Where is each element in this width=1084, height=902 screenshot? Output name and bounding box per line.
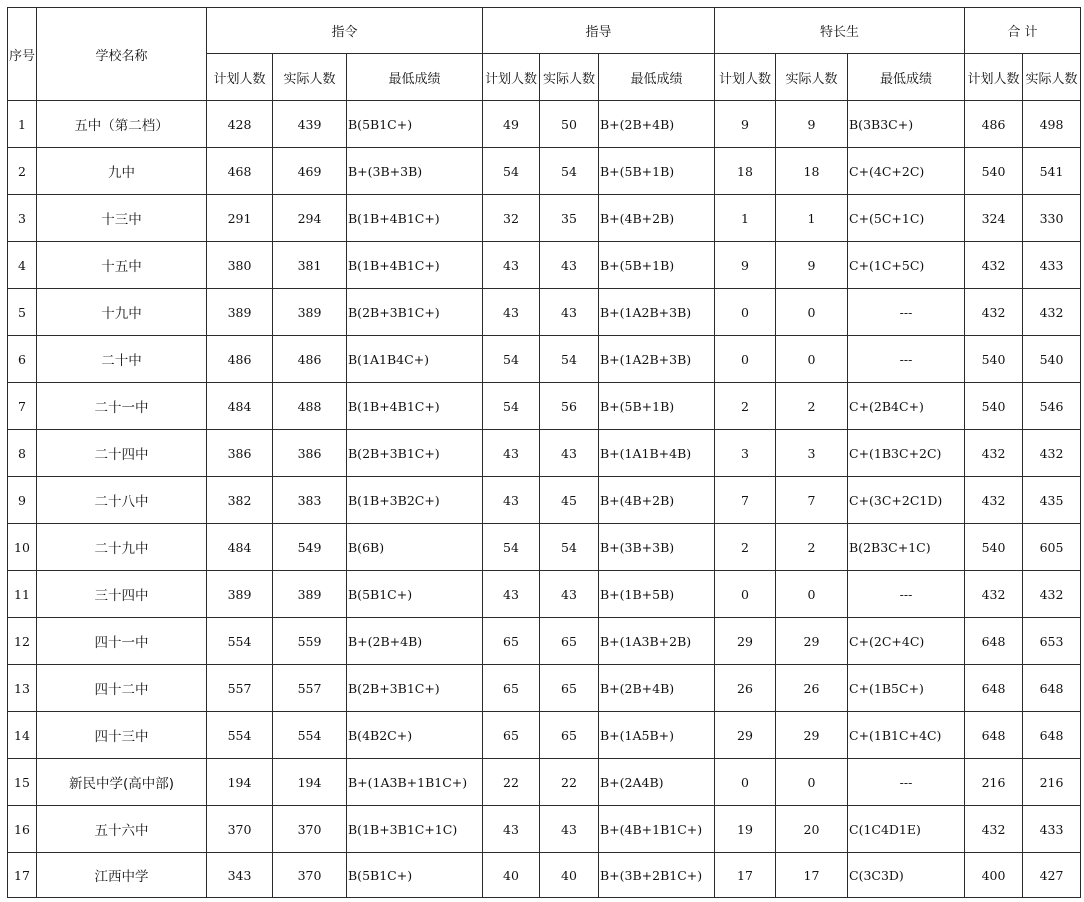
cell-guidance-plan: 32 (483, 195, 540, 242)
cell-guidance-actual: 43 (540, 430, 599, 477)
cell-directive-actual: 389 (273, 571, 347, 618)
cell-total-plan: 540 (965, 383, 1023, 430)
cell-total-actual: 648 (1023, 665, 1081, 712)
cell-specialty-actual: 9 (776, 101, 848, 148)
cell-directive-min-score: B(1B+4B1C+) (347, 383, 483, 430)
cell-guidance-actual: 54 (540, 148, 599, 195)
cell-total-actual: 432 (1023, 571, 1081, 618)
cell-total-actual: 541 (1023, 148, 1081, 195)
cell-specialty-plan: 29 (715, 618, 776, 665)
header-specialty-actual: 实际人数 (776, 54, 848, 101)
table-row (8, 853, 1081, 898)
table-row (8, 430, 1081, 477)
cell-total-plan: 540 (965, 336, 1023, 383)
cell-school-name: 江西中学 (37, 853, 207, 898)
cell-specialty-actual: 17 (776, 853, 848, 898)
cell-school-name: 二十八中 (37, 477, 207, 524)
cell-specialty-actual: 9 (776, 242, 848, 289)
cell-directive-plan: 468 (207, 148, 273, 195)
cell-specialty-min-score: --- (848, 759, 965, 806)
cell-specialty-min-score: C+(3C+2C1D) (848, 477, 965, 524)
cell-directive-plan: 554 (207, 712, 273, 759)
admission-table (7, 7, 1081, 898)
cell-directive-actual: 370 (273, 806, 347, 853)
cell-specialty-actual: 2 (776, 383, 848, 430)
cell-school-name: 三十四中 (37, 571, 207, 618)
cell-specialty-min-score: C+(1B5C+) (848, 665, 965, 712)
cell-guidance-plan: 43 (483, 806, 540, 853)
table-row (8, 195, 1081, 242)
cell-index: 6 (8, 336, 37, 383)
cell-directive-actual: 557 (273, 665, 347, 712)
cell-specialty-actual: 1 (776, 195, 848, 242)
table-row (8, 665, 1081, 712)
cell-guidance-plan: 65 (483, 665, 540, 712)
cell-school-name: 十五中 (37, 242, 207, 289)
cell-total-actual: 648 (1023, 712, 1081, 759)
cell-guidance-actual: 65 (540, 665, 599, 712)
table-row (8, 759, 1081, 806)
cell-guidance-min-score: B+(5B+1B) (599, 242, 715, 289)
cell-specialty-plan: 1 (715, 195, 776, 242)
cell-guidance-actual: 35 (540, 195, 599, 242)
cell-index: 16 (8, 806, 37, 853)
cell-index: 9 (8, 477, 37, 524)
cell-directive-actual: 486 (273, 336, 347, 383)
cell-specialty-actual: 7 (776, 477, 848, 524)
cell-total-plan: 648 (965, 712, 1023, 759)
cell-specialty-actual: 29 (776, 712, 848, 759)
table-row (8, 712, 1081, 759)
cell-specialty-min-score: C+(1C+5C) (848, 242, 965, 289)
cell-directive-min-score: B(5B1C+) (347, 853, 483, 898)
cell-specialty-actual: 0 (776, 289, 848, 336)
header-index: 序号 (8, 8, 37, 101)
cell-index: 8 (8, 430, 37, 477)
cell-index: 11 (8, 571, 37, 618)
cell-directive-plan: 484 (207, 383, 273, 430)
cell-specialty-plan: 3 (715, 430, 776, 477)
cell-total-plan: 432 (965, 571, 1023, 618)
cell-total-plan: 648 (965, 618, 1023, 665)
cell-guidance-actual: 43 (540, 806, 599, 853)
table-row (8, 336, 1081, 383)
cell-guidance-plan: 54 (483, 148, 540, 195)
cell-school-name: 五中（第二档） (37, 101, 207, 148)
cell-total-plan: 648 (965, 665, 1023, 712)
cell-guidance-actual: 22 (540, 759, 599, 806)
cell-specialty-actual: 3 (776, 430, 848, 477)
cell-directive-plan: 386 (207, 430, 273, 477)
cell-school-name: 新民中学(高中部) (37, 759, 207, 806)
cell-guidance-min-score: B+(1A5B+) (599, 712, 715, 759)
cell-specialty-min-score: --- (848, 571, 965, 618)
cell-directive-min-score: B(4B2C+) (347, 712, 483, 759)
cell-specialty-plan: 29 (715, 712, 776, 759)
cell-specialty-actual: 20 (776, 806, 848, 853)
cell-specialty-min-score: C+(1B3C+2C) (848, 430, 965, 477)
cell-directive-min-score: B(5B1C+) (347, 571, 483, 618)
cell-total-plan: 432 (965, 477, 1023, 524)
cell-directive-min-score: B(1B+4B1C+) (347, 242, 483, 289)
cell-directive-actual: 194 (273, 759, 347, 806)
cell-guidance-plan: 49 (483, 101, 540, 148)
cell-guidance-plan: 54 (483, 524, 540, 571)
cell-guidance-min-score: B+(2B+4B) (599, 101, 715, 148)
cell-specialty-actual: 26 (776, 665, 848, 712)
cell-guidance-plan: 54 (483, 383, 540, 430)
cell-index: 17 (8, 853, 37, 898)
cell-guidance-min-score: B+(2B+4B) (599, 665, 715, 712)
cell-guidance-plan: 40 (483, 853, 540, 898)
cell-guidance-actual: 45 (540, 477, 599, 524)
cell-specialty-min-score: --- (848, 336, 965, 383)
cell-total-plan: 540 (965, 148, 1023, 195)
cell-specialty-min-score: --- (848, 289, 965, 336)
cell-specialty-plan: 9 (715, 101, 776, 148)
cell-guidance-min-score: B+(4B+2B) (599, 477, 715, 524)
cell-guidance-plan: 43 (483, 430, 540, 477)
cell-guidance-actual: 43 (540, 289, 599, 336)
cell-specialty-plan: 9 (715, 242, 776, 289)
cell-specialty-plan: 26 (715, 665, 776, 712)
cell-directive-plan: 428 (207, 101, 273, 148)
cell-school-name: 四十一中 (37, 618, 207, 665)
cell-total-plan: 432 (965, 806, 1023, 853)
cell-directive-min-score: B(2B+3B1C+) (347, 289, 483, 336)
cell-school-name: 二十九中 (37, 524, 207, 571)
cell-directive-actual: 554 (273, 712, 347, 759)
table-row (8, 242, 1081, 289)
header-row-groups (8, 8, 1081, 54)
cell-guidance-actual: 50 (540, 101, 599, 148)
table-row (8, 383, 1081, 430)
cell-total-actual: 433 (1023, 242, 1081, 289)
cell-guidance-min-score: B+(2A4B) (599, 759, 715, 806)
cell-directive-plan: 484 (207, 524, 273, 571)
cell-specialty-min-score: C(3C3D) (848, 853, 965, 898)
cell-guidance-actual: 56 (540, 383, 599, 430)
cell-specialty-plan: 0 (715, 289, 776, 336)
cell-total-actual: 653 (1023, 618, 1081, 665)
cell-total-plan: 540 (965, 524, 1023, 571)
table-row (8, 148, 1081, 195)
cell-directive-plan: 382 (207, 477, 273, 524)
cell-specialty-min-score: C+(2C+4C) (848, 618, 965, 665)
cell-guidance-plan: 43 (483, 289, 540, 336)
cell-guidance-min-score: B+(5B+1B) (599, 383, 715, 430)
cell-guidance-actual: 40 (540, 853, 599, 898)
cell-guidance-min-score: B+(1B+5B) (599, 571, 715, 618)
cell-total-actual: 540 (1023, 336, 1081, 383)
cell-total-plan: 432 (965, 242, 1023, 289)
cell-guidance-plan: 43 (483, 571, 540, 618)
cell-school-name: 十九中 (37, 289, 207, 336)
cell-total-actual: 498 (1023, 101, 1081, 148)
table-body (8, 101, 1081, 898)
cell-specialty-plan: 0 (715, 759, 776, 806)
cell-directive-plan: 194 (207, 759, 273, 806)
cell-school-name: 五十六中 (37, 806, 207, 853)
header-guidance-min-score: 最低成绩 (599, 54, 715, 101)
cell-index: 5 (8, 289, 37, 336)
cell-total-actual: 432 (1023, 430, 1081, 477)
cell-total-actual: 435 (1023, 477, 1081, 524)
cell-total-plan: 432 (965, 289, 1023, 336)
cell-guidance-min-score: B+(3B+2B1C+) (599, 853, 715, 898)
cell-school-name: 二十一中 (37, 383, 207, 430)
cell-directive-actual: 469 (273, 148, 347, 195)
cell-directive-actual: 370 (273, 853, 347, 898)
cell-guidance-actual: 65 (540, 618, 599, 665)
cell-index: 7 (8, 383, 37, 430)
cell-school-name: 四十二中 (37, 665, 207, 712)
cell-directive-actual: 488 (273, 383, 347, 430)
cell-directive-min-score: B(6B) (347, 524, 483, 571)
table-row (8, 806, 1081, 853)
cell-total-plan: 324 (965, 195, 1023, 242)
cell-index: 3 (8, 195, 37, 242)
cell-specialty-actual: 0 (776, 336, 848, 383)
cell-index: 15 (8, 759, 37, 806)
table-row (8, 618, 1081, 665)
cell-total-plan: 400 (965, 853, 1023, 898)
cell-directive-min-score: B(1A1B4C+) (347, 336, 483, 383)
cell-directive-actual: 386 (273, 430, 347, 477)
header-group-directive: 指令 (207, 8, 483, 54)
cell-specialty-actual: 29 (776, 618, 848, 665)
header-school-name: 学校名称 (37, 8, 207, 101)
cell-total-actual: 330 (1023, 195, 1081, 242)
cell-specialty-plan: 7 (715, 477, 776, 524)
cell-directive-plan: 389 (207, 571, 273, 618)
cell-directive-plan: 343 (207, 853, 273, 898)
cell-index: 1 (8, 101, 37, 148)
cell-specialty-plan: 17 (715, 853, 776, 898)
header-specialty-plan: 计划人数 (715, 54, 776, 101)
header-guidance-plan: 计划人数 (483, 54, 540, 101)
cell-directive-plan: 554 (207, 618, 273, 665)
header-group-specialty: 特长生 (715, 8, 965, 54)
header-total-actual: 实际人数 (1023, 54, 1081, 101)
cell-specialty-min-score: C+(4C+2C) (848, 148, 965, 195)
cell-school-name: 二十中 (37, 336, 207, 383)
cell-directive-min-score: B(1B+4B1C+) (347, 195, 483, 242)
cell-total-actual: 546 (1023, 383, 1081, 430)
cell-directive-plan: 557 (207, 665, 273, 712)
cell-specialty-plan: 19 (715, 806, 776, 853)
header-group-total: 合 计 (965, 8, 1081, 54)
cell-directive-min-score: B(5B1C+) (347, 101, 483, 148)
cell-directive-min-score: B+(3B+3B) (347, 148, 483, 195)
cell-guidance-min-score: B+(1A2B+3B) (599, 289, 715, 336)
cell-directive-min-score: B(1B+3B1C+1C) (347, 806, 483, 853)
cell-index: 12 (8, 618, 37, 665)
cell-specialty-plan: 18 (715, 148, 776, 195)
cell-directive-plan: 389 (207, 289, 273, 336)
cell-directive-actual: 389 (273, 289, 347, 336)
cell-directive-actual: 294 (273, 195, 347, 242)
cell-guidance-plan: 65 (483, 712, 540, 759)
cell-total-plan: 216 (965, 759, 1023, 806)
cell-directive-plan: 291 (207, 195, 273, 242)
cell-guidance-min-score: B+(5B+1B) (599, 148, 715, 195)
cell-total-actual: 427 (1023, 853, 1081, 898)
cell-total-actual: 432 (1023, 289, 1081, 336)
cell-specialty-min-score: C(1C4D1E) (848, 806, 965, 853)
cell-specialty-actual: 0 (776, 571, 848, 618)
cell-directive-min-score: B+(1A3B+1B1C+) (347, 759, 483, 806)
cell-total-actual: 216 (1023, 759, 1081, 806)
cell-school-name: 九中 (37, 148, 207, 195)
header-specialty-min-score: 最低成绩 (848, 54, 965, 101)
cell-specialty-min-score: C+(2B4C+) (848, 383, 965, 430)
cell-school-name: 十三中 (37, 195, 207, 242)
cell-guidance-actual: 43 (540, 242, 599, 289)
cell-guidance-plan: 43 (483, 242, 540, 289)
cell-guidance-actual: 54 (540, 336, 599, 383)
cell-directive-actual: 381 (273, 242, 347, 289)
cell-guidance-plan: 22 (483, 759, 540, 806)
cell-specialty-actual: 0 (776, 759, 848, 806)
table-row (8, 289, 1081, 336)
header-directive-plan: 计划人数 (207, 54, 273, 101)
cell-total-plan: 486 (965, 101, 1023, 148)
cell-specialty-min-score: B(2B3C+1C) (848, 524, 965, 571)
cell-directive-plan: 486 (207, 336, 273, 383)
table-row (8, 101, 1081, 148)
cell-guidance-min-score: B+(3B+3B) (599, 524, 715, 571)
cell-guidance-plan: 43 (483, 477, 540, 524)
cell-directive-actual: 383 (273, 477, 347, 524)
header-guidance-actual: 实际人数 (540, 54, 599, 101)
cell-index: 2 (8, 148, 37, 195)
cell-index: 13 (8, 665, 37, 712)
cell-specialty-plan: 2 (715, 383, 776, 430)
cell-specialty-plan: 0 (715, 336, 776, 383)
cell-index: 14 (8, 712, 37, 759)
cell-total-actual: 605 (1023, 524, 1081, 571)
cell-guidance-min-score: B+(4B+1B1C+) (599, 806, 715, 853)
table-header (8, 8, 1081, 101)
cell-school-name: 二十四中 (37, 430, 207, 477)
cell-directive-actual: 549 (273, 524, 347, 571)
cell-guidance-plan: 54 (483, 336, 540, 383)
header-group-guidance: 指导 (483, 8, 715, 54)
cell-specialty-actual: 18 (776, 148, 848, 195)
table-row (8, 524, 1081, 571)
cell-directive-plan: 380 (207, 242, 273, 289)
cell-index: 10 (8, 524, 37, 571)
cell-guidance-min-score: B+(1A3B+2B) (599, 618, 715, 665)
cell-total-plan: 432 (965, 430, 1023, 477)
cell-guidance-min-score: B+(1A2B+3B) (599, 336, 715, 383)
header-directive-min-score: 最低成绩 (347, 54, 483, 101)
header-total-plan: 计划人数 (965, 54, 1023, 101)
cell-total-actual: 433 (1023, 806, 1081, 853)
cell-guidance-plan: 65 (483, 618, 540, 665)
cell-guidance-min-score: B+(1A1B+4B) (599, 430, 715, 477)
cell-directive-min-score: B+(2B+4B) (347, 618, 483, 665)
cell-school-name: 四十三中 (37, 712, 207, 759)
cell-guidance-min-score: B+(4B+2B) (599, 195, 715, 242)
cell-specialty-plan: 2 (715, 524, 776, 571)
cell-specialty-min-score: C+(5C+1C) (848, 195, 965, 242)
cell-specialty-actual: 2 (776, 524, 848, 571)
table-row (8, 477, 1081, 524)
cell-guidance-actual: 43 (540, 571, 599, 618)
cell-directive-min-score: B(2B+3B1C+) (347, 430, 483, 477)
cell-directive-min-score: B(2B+3B1C+) (347, 665, 483, 712)
cell-specialty-min-score: C+(1B1C+4C) (848, 712, 965, 759)
cell-specialty-min-score: B(3B3C+) (848, 101, 965, 148)
cell-index: 4 (8, 242, 37, 289)
cell-directive-min-score: B(1B+3B2C+) (347, 477, 483, 524)
cell-directive-actual: 559 (273, 618, 347, 665)
cell-directive-plan: 370 (207, 806, 273, 853)
cell-specialty-plan: 0 (715, 571, 776, 618)
cell-guidance-actual: 54 (540, 524, 599, 571)
cell-guidance-actual: 65 (540, 712, 599, 759)
header-directive-actual: 实际人数 (273, 54, 347, 101)
cell-directive-actual: 439 (273, 101, 347, 148)
table-row (8, 571, 1081, 618)
